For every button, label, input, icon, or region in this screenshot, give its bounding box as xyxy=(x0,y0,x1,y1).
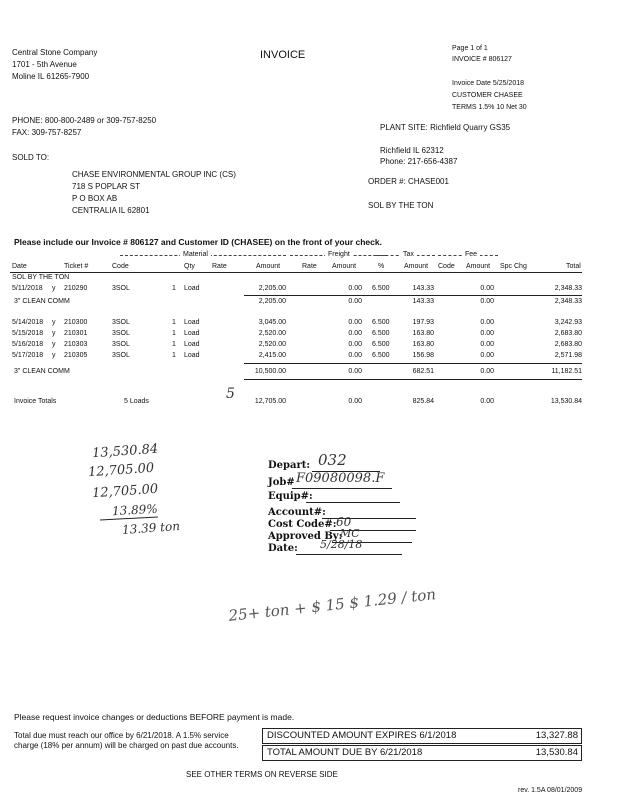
col-rate: Rate xyxy=(212,263,227,270)
handwritten-figure: 13.89% xyxy=(111,501,159,519)
group-material: Material xyxy=(180,250,211,259)
company-street: 1701 - 5th Avenue xyxy=(12,60,77,69)
billing-unit: SOL BY THE TON xyxy=(368,201,434,210)
handwritten-figure: 12,705.00 xyxy=(91,481,159,502)
col-fr-amount: Amount xyxy=(332,263,357,270)
col-total: Total xyxy=(566,263,581,270)
page-number: Page 1 of 1 xyxy=(452,45,488,52)
sold-to-line: CHASE ENVIRONMENTAL GROUP INC (CS) xyxy=(72,170,236,179)
payment-notice: Please include our Invoice # 806127 and Customer ID (CHASEE) on the front of your check. xyxy=(14,237,382,247)
stamp-job-label: Job# xyxy=(268,477,295,488)
handwritten-figure: 13.39 ton xyxy=(121,518,181,538)
col-fr-rate: Rate xyxy=(302,263,317,270)
change-request-notice: Please request invoice changes or deductions BEFORE payment is made. xyxy=(14,712,295,722)
amount-due-label: TOTAL AMOUNT DUE BY 6/21/2018 xyxy=(267,747,423,758)
handwritten-mark: 5 xyxy=(226,386,235,402)
invoice-number: INVOICE # 806127 xyxy=(452,56,512,63)
plant-city: Richfield IL 62312 xyxy=(380,146,444,155)
sold-to-line: P O BOX AB xyxy=(72,194,118,203)
handwritten-figure: 13,530.84 xyxy=(91,441,159,462)
plant-phone: Phone: 217-656-4387 xyxy=(380,157,458,166)
plant-site: PLANT SITE: Richfield Quarry GS35 xyxy=(380,123,511,132)
col-ticket: Ticket # xyxy=(64,263,89,270)
col-date: Date xyxy=(12,263,27,270)
customer-id: CUSTOMER CHASEE xyxy=(452,92,523,99)
column-headers xyxy=(0,262,618,272)
col-code: Code xyxy=(112,263,129,270)
stamp-equip-label: Equip#: xyxy=(268,491,313,502)
stamp-job-value: F09080098.F xyxy=(296,471,385,486)
company-fax: FAX: 309-757-8257 xyxy=(12,128,82,137)
invoice-totals-row: Invoice Totals 5 Loads 12,705.00 0.00 825.84 0.00 13,530.84 xyxy=(14,398,582,405)
invoice-title: INVOICE xyxy=(260,49,306,61)
col-qty: Qty xyxy=(184,263,195,270)
group-tax: Tax xyxy=(400,250,417,259)
reverse-side-note: SEE OTHER TERMS ON REVERSE SIDE xyxy=(186,770,338,779)
table-row: 5/11/2018 y 210290 3SOL 1 Load 2,205.00 0.00 6.500 143.33 0.00 2,348.33 xyxy=(12,285,582,292)
handwritten-remark: 25+ ton + $ 15 $ 1.29 / ton xyxy=(227,585,437,625)
col-pct: % xyxy=(378,263,385,270)
company-city: Moline IL 61265-7900 xyxy=(12,72,90,81)
col-tax-amount: Amount xyxy=(404,263,429,270)
col-fee-amount: Amount xyxy=(466,263,491,270)
col-amount: Amount xyxy=(256,263,281,270)
discount-value: 13,327.88 xyxy=(535,730,578,741)
company-name: Central Stone Company xyxy=(12,48,98,57)
table-row: 5/15/2018 y 210301 3SOL 1 Load 2,520.00 0.00 6.500 163.80 0.00 2,683.80 xyxy=(12,330,582,337)
discount-label: DISCOUNTED AMOUNT EXPIRES 6/1/2018 xyxy=(267,730,457,741)
section-label: SOL BY THE TON xyxy=(12,274,70,281)
subtotal-row: 3" CLEAN COMM 2,205.00 0.00 143.33 0.00 2,348.33 xyxy=(14,298,582,305)
table-row: 5/16/2018 y 210303 3SOL 1 Load 2,520.00 0.00 6.500 163.80 0.00 2,683.80 xyxy=(12,341,582,348)
group-fee: Fee xyxy=(462,250,480,259)
stamp-depart-label: Depart: xyxy=(268,460,311,471)
invoice-date: Invoice Date 5/25/2018 xyxy=(452,80,524,87)
sold-to-label: SOLD TO: xyxy=(12,153,50,162)
due-date-note: Total due must reach our office by 6/21/2018. A 1.5% service charge (18% per annum) will be charged on past due accounts. xyxy=(14,731,239,750)
table-row: 5/17/2018 y 210305 3SOL 1 Load 2,415.00 0.00 6.500 156.98 0.00 2,571.98 xyxy=(12,352,582,359)
company-phone: PHONE: 800-800-2489 or 309-757-8250 xyxy=(12,116,157,125)
stamp-account-label: Account#: xyxy=(268,507,326,518)
amount-due-value: 13,530.84 xyxy=(535,747,578,758)
subtotal-row: 3" CLEAN COMM 10,500.00 0.00 682.51 0.00 11,182.51 xyxy=(14,368,582,375)
stamp-approved-label: Approved By: xyxy=(268,531,343,542)
stamp-cost-code-label: Cost Code#: xyxy=(268,519,337,530)
stamp-date-label: Date: xyxy=(268,543,298,554)
sold-to-line: CENTRALIA IL 62801 xyxy=(72,206,150,215)
stamp-depart-value: 032 xyxy=(318,451,347,469)
col-fee-code: Code xyxy=(438,263,455,270)
stamp-cost-code-value: 60 xyxy=(336,515,352,529)
table-row: 5/14/2018 y 210300 3SOL 1 Load 3,045.00 0.00 6.500 197.93 0.00 3,242.93 xyxy=(12,319,582,326)
stamp-date-value: 5/28/18 xyxy=(320,538,363,551)
sold-to-line: 718 S POPLAR ST xyxy=(72,182,141,191)
handwritten-figure: 12,705.00 xyxy=(87,460,155,481)
stamp-approved-value: MC xyxy=(340,527,360,540)
payment-terms: TERMS 1.5% 10 Net 30 xyxy=(452,104,527,111)
col-spc-chg: Spc Chg xyxy=(500,263,527,270)
revision-label: rev. 1.5A 08/01/2009 xyxy=(518,787,583,794)
order-number: ORDER #: CHASE001 xyxy=(368,177,449,186)
group-freight: Freight xyxy=(325,250,353,259)
